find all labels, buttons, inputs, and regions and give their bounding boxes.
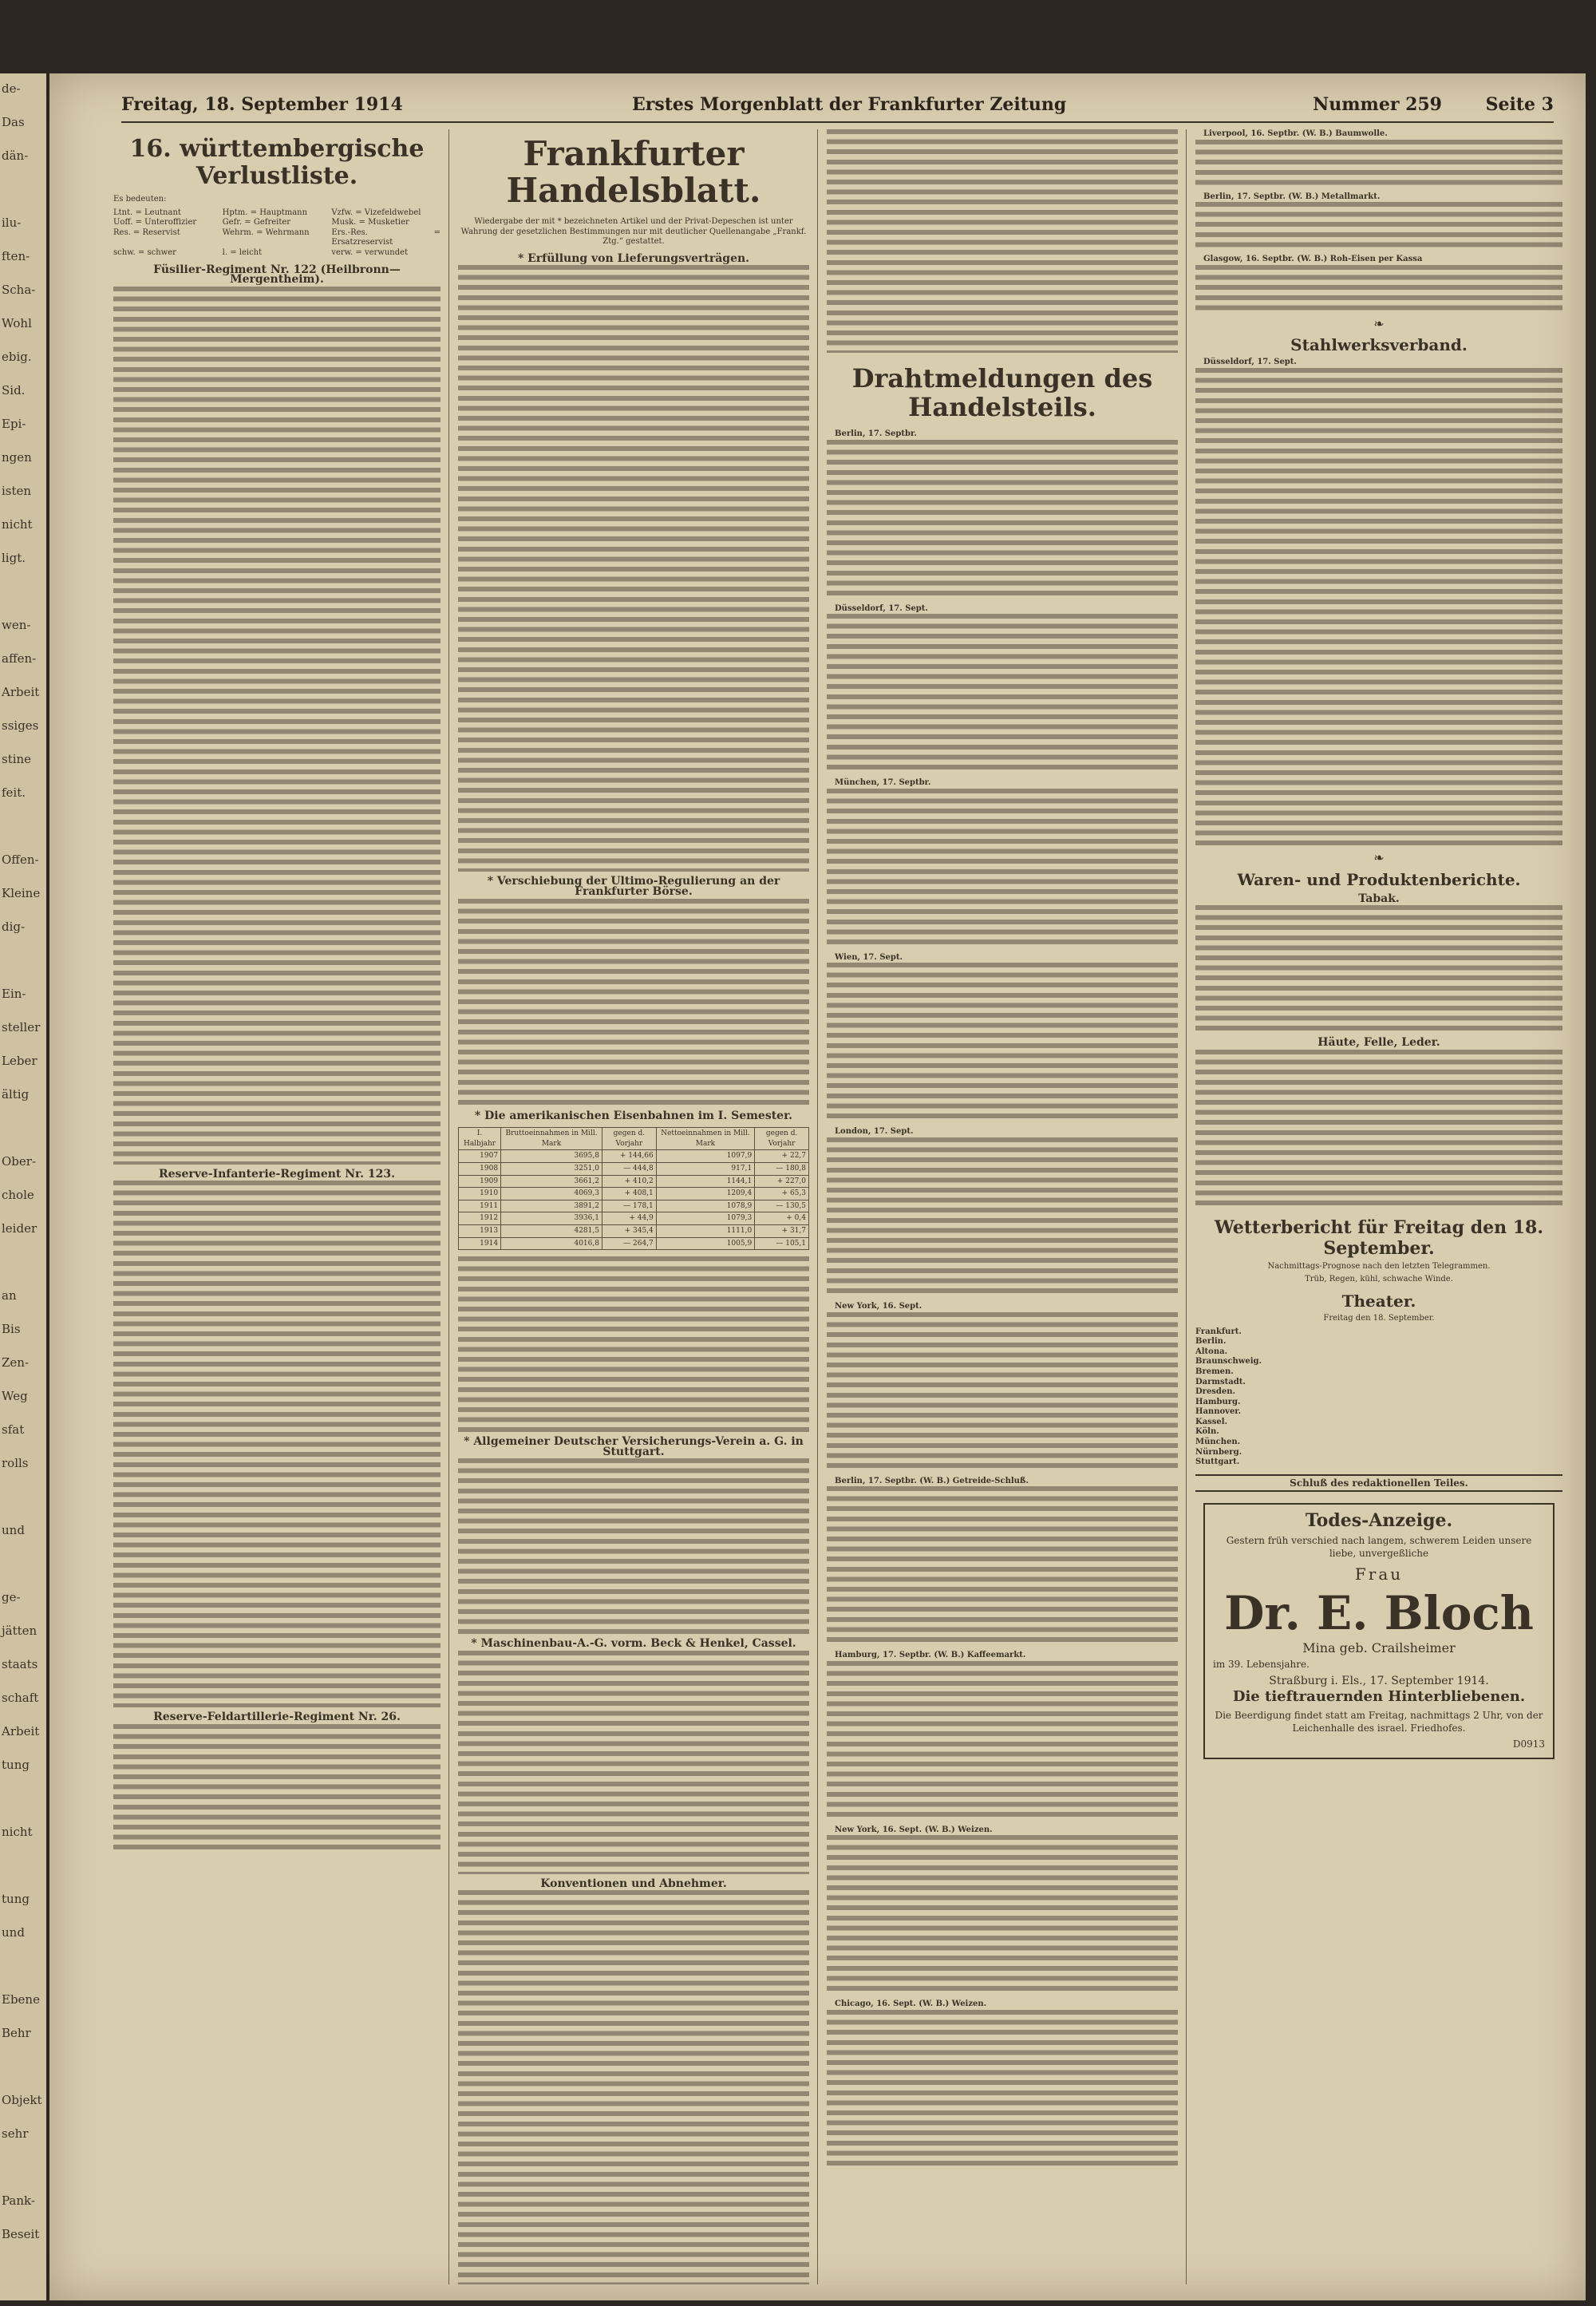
article-heading-e: * Maschinenbau-A.-G. vorm. Beck & Henkel, Cassel. xyxy=(471,1637,796,1651)
continued-text-top xyxy=(827,129,1178,353)
wire-text xyxy=(827,789,1178,948)
section-b-heading: Reserve-Infanterie-Regiment Nr. 123. xyxy=(159,1167,395,1181)
wire-dateline: Berlin, 17. Septbr. (W. B.) Getreide-Schluß. xyxy=(835,1476,1029,1485)
wire-text xyxy=(827,1486,1178,1646)
railway-earnings-table xyxy=(458,1127,809,1250)
strip-fragment: ligt. xyxy=(2,551,26,565)
wire-text xyxy=(827,440,1178,599)
article-heading-d: * Allgemeiner Deutscher Versicherungs-Verein a. G. in Stuttgart. xyxy=(464,1435,804,1458)
market-text xyxy=(1195,202,1562,250)
wire-report xyxy=(827,778,1178,948)
table-cell: + 22,7 xyxy=(755,1150,809,1163)
wire-report xyxy=(827,1127,1178,1297)
theater-entry: Hannover. xyxy=(1195,1407,1242,1417)
legend-entry: Vzfw. = Vizefeldwebel xyxy=(331,208,421,217)
strip-fragment: dän- xyxy=(2,148,29,163)
strip-fragment: Kleine xyxy=(2,886,41,900)
death-notice-maiden: Mina geb. Crailsheimer xyxy=(1302,1640,1456,1655)
table-cell: + 31,7 xyxy=(755,1224,809,1237)
legend-entry: Ers.-Res. = Ersatzreservist xyxy=(331,227,440,247)
theater-entry: Kassel. xyxy=(1195,1417,1228,1426)
table-cell: 1914 xyxy=(459,1237,501,1250)
weather-subheading: Nachmittags-Prognose nach den letzten Telegrammen. xyxy=(1267,1261,1491,1271)
table-row xyxy=(459,1162,809,1175)
strip-fragment: dig- xyxy=(2,920,26,934)
tabak-text xyxy=(1195,905,1562,1033)
wire-reports xyxy=(827,429,1178,2170)
market-text xyxy=(1195,140,1562,188)
casualty-text-b xyxy=(113,1181,440,1707)
legend-entry: Ltnt. = Leutnant xyxy=(113,208,181,217)
table-cell: 1209,4 xyxy=(656,1188,754,1200)
wire-report xyxy=(827,429,1178,599)
death-notice-title: Todes-Anzeige. xyxy=(1305,1510,1453,1532)
strip-fragment: ältig xyxy=(2,1087,30,1102)
death-notice-name: Dr. E. Bloch xyxy=(1224,1585,1534,1640)
theater-heading: Theater. xyxy=(1341,1291,1416,1311)
table-cell: 1913 xyxy=(459,1224,501,1237)
death-notice-place: Straßburg i. Els., 17. September 1914. xyxy=(1269,1674,1489,1687)
table-header-cell: Nettoeinnahmen in Mill. Mark xyxy=(656,1128,754,1150)
strip-fragment: rolls xyxy=(2,1456,29,1470)
strip-fragment: Wohl xyxy=(2,316,32,330)
article-text-c xyxy=(458,1256,809,1432)
wire-dateline: London, 17. Sept. xyxy=(835,1127,914,1137)
theater-entry: Hamburg. xyxy=(1195,1397,1241,1406)
stahl-text xyxy=(1195,368,1562,847)
death-notice-intro: Gestern früh verschied nach langem, schwerem Leiden unsere liebe, unvergeßliche xyxy=(1226,1535,1532,1560)
table-header-cell: gegen d. Vorjahr xyxy=(602,1128,656,1150)
strip-fragment: leider xyxy=(2,1221,38,1236)
legend-entry: verw. = verwundet xyxy=(331,247,409,257)
wire-dateline: New York, 16. Sept. (W. B.) Weizen. xyxy=(835,1825,993,1834)
theater-entry: Bremen. xyxy=(1195,1367,1234,1376)
theater-entry: Darmstadt. xyxy=(1195,1377,1246,1386)
wire-report xyxy=(827,953,1178,1123)
strip-fragment: stine xyxy=(2,752,32,766)
strip-fragment: Offen- xyxy=(2,852,39,867)
table-cell: 4281,5 xyxy=(501,1224,602,1237)
handelsblatt-notice: Wiedergabe der mit * bezeichneten Artikel und der Privat-Depeschen ist unter Wahrung der gesetzlichen Bestimmungen nur mit deutlicher Quellenangabe „Frankf. Ztg.“ gestattet. xyxy=(460,217,807,247)
article-heading-c: * Die amerikanischen Eisenbahnen im I. Semester. xyxy=(474,1109,793,1122)
wire-text xyxy=(827,963,1178,1122)
table-cell: — 105,1 xyxy=(755,1237,809,1250)
stahl-dateline: Düsseldorf, 17. Sept. xyxy=(1203,358,1297,367)
theater-entry: Frankfurt. xyxy=(1195,1327,1242,1336)
market-dateline: Glasgow, 16. Septbr. (W. B.) Roh-Eisen per Kassa xyxy=(1203,255,1423,264)
legend-grid xyxy=(113,208,440,259)
table-cell: + 0,4 xyxy=(755,1212,809,1225)
strip-fragment: Bis xyxy=(2,1322,21,1336)
table-cell: 3695,8 xyxy=(501,1150,602,1163)
column-rule xyxy=(1186,129,1187,2284)
table-cell: — 264,7 xyxy=(602,1237,656,1250)
strip-fragment: Epi- xyxy=(2,417,26,431)
strip-fragment: steller xyxy=(2,1020,41,1034)
running-head xyxy=(121,89,1554,123)
legend-entry: Musk. = Musketier xyxy=(331,218,409,227)
table-cell: + 408,1 xyxy=(602,1188,656,1200)
wire-reports-heading: Drahtmeldungen des Handelsteils. xyxy=(851,363,1153,422)
legend-entry: Wehrm. = Wehrmann xyxy=(222,227,310,237)
haeute-heading: Häute, Felle, Leder. xyxy=(1317,1036,1440,1050)
theater-entry: Stuttgart. xyxy=(1195,1458,1240,1467)
death-notice-age: im 39. Lebensjahre. xyxy=(1213,1659,1310,1671)
theater-entry: Berlin. xyxy=(1195,1337,1227,1347)
strip-fragment: ngen xyxy=(2,450,32,465)
strip-fragment: nicht xyxy=(2,517,33,532)
table-cell: 3661,2 xyxy=(501,1175,602,1188)
table-cell: 1111,0 xyxy=(656,1224,754,1237)
market-report xyxy=(1195,129,1562,188)
stahlwerksverband-heading: Stahlwerksverband. xyxy=(1290,335,1468,355)
strip-fragment: ften- xyxy=(2,249,30,263)
market-dateline: Berlin, 17. Septbr. (W. B.) Metallmarkt. xyxy=(1203,192,1381,201)
wire-text xyxy=(827,1835,1178,1995)
table-cell: 3891,2 xyxy=(501,1200,602,1212)
column-2 xyxy=(458,129,809,2284)
table-cell: + 44,9 xyxy=(602,1212,656,1225)
strip-fragment: chole xyxy=(2,1188,34,1202)
handelsblatt-title: Frankfurter Handelsblatt. xyxy=(506,134,761,210)
wire-dateline: Wien, 17. Sept. xyxy=(835,952,903,962)
table-cell: — 180,8 xyxy=(755,1162,809,1175)
table-cell: 1910 xyxy=(459,1188,501,1200)
column-4 xyxy=(1195,129,1562,2284)
table-cell: 4069,3 xyxy=(501,1188,602,1200)
theater-listings xyxy=(1195,1327,1562,1468)
table-cell: — 178,1 xyxy=(602,1200,656,1212)
table-cell: — 444,8 xyxy=(602,1162,656,1175)
wire-dateline: New York, 16. Sept. xyxy=(835,1301,922,1311)
head-page: Seite 3 xyxy=(1485,94,1554,115)
market-dateline: Liverpool, 16. Septbr. (W. B.) Baumwolle. xyxy=(1203,129,1388,138)
article-text-b xyxy=(458,899,809,1106)
table-cell: 1005,9 xyxy=(656,1237,754,1250)
market-report xyxy=(1195,192,1562,251)
strip-fragment: Leber xyxy=(2,1054,38,1068)
section-a-heading: Füsilier-Regiment Nr. 122 (Heilbronn—Mergentheim). xyxy=(153,263,401,287)
weather-forecast: Trüb, Regen, kühl, schwache Winde. xyxy=(1305,1275,1453,1284)
head-date: Freitag, 18. September 1914 xyxy=(121,94,403,115)
strip-fragment: tung xyxy=(2,1892,30,1906)
casualty-text-a xyxy=(113,287,440,1165)
casualty-text-c xyxy=(113,1724,440,1852)
market-text xyxy=(1195,265,1562,313)
legend-intro: Es bedeuten: xyxy=(113,195,167,204)
table-cell: 1097,9 xyxy=(656,1150,754,1163)
wire-report xyxy=(827,1302,1178,1472)
strip-fragment: feit. xyxy=(2,785,26,800)
wire-text xyxy=(827,2010,1178,2170)
strip-fragment: Pank- xyxy=(2,2193,35,2208)
strip-fragment: Arbeit xyxy=(2,1724,40,1738)
table-cell: — 130,5 xyxy=(755,1200,809,1212)
wire-report xyxy=(827,604,1178,774)
table-row xyxy=(459,1237,809,1250)
wire-report xyxy=(827,1651,1178,1821)
article-text-d xyxy=(458,1458,809,1634)
strip-fragment: isten xyxy=(2,484,32,498)
strip-fragment: Zen- xyxy=(2,1355,30,1370)
table-cell: 917,1 xyxy=(656,1162,754,1175)
strip-fragment: de- xyxy=(2,81,21,96)
table-row xyxy=(459,1150,809,1163)
article-text-f xyxy=(458,1890,809,2284)
strip-fragment: jätten xyxy=(2,1624,38,1638)
column-rule xyxy=(448,129,449,2284)
article-text-e xyxy=(458,1651,809,1874)
wire-text xyxy=(827,1312,1178,1472)
death-notice xyxy=(1203,1503,1555,1758)
casualty-list-title: 16. württembergische Verlustliste. xyxy=(129,135,425,190)
table-header-cell: gegen d. Vorjahr xyxy=(755,1128,809,1150)
wire-report xyxy=(827,1825,1178,1996)
wire-report xyxy=(827,1999,1178,2170)
theater-entry: Altona. xyxy=(1195,1347,1228,1356)
strip-fragment: ilu- xyxy=(2,216,22,230)
wire-dateline: Hamburg, 17. Septbr. (W. B.) Kaffeemarkt. xyxy=(835,1651,1026,1660)
head-number: Nummer 259 xyxy=(1313,94,1442,115)
wire-text xyxy=(827,1137,1178,1297)
table-cell: + 65,3 xyxy=(755,1188,809,1200)
strip-fragment: sehr xyxy=(2,2126,29,2141)
column-3 xyxy=(827,129,1178,2284)
table-cell: + 227,0 xyxy=(755,1175,809,1188)
table-cell: 3936,1 xyxy=(501,1212,602,1225)
haeute-text xyxy=(1195,1050,1562,1209)
strip-fragment: Sid. xyxy=(2,383,26,398)
table-cell: + 345,4 xyxy=(602,1224,656,1237)
ornament: ❧ xyxy=(1373,315,1385,331)
legend-entry: Res. = Reservist xyxy=(113,227,180,237)
column-rule xyxy=(817,129,818,2284)
legend-entry: Hptm. = Hauptmann xyxy=(222,208,308,217)
strip-fragment: an xyxy=(2,1288,17,1303)
weather-heading: Wetterbericht für Freitag den 18. September. xyxy=(1214,1216,1544,1259)
strip-fragment: Objekt xyxy=(2,2093,42,2107)
wire-dateline: Düsseldorf, 17. Sept. xyxy=(835,603,928,613)
strip-fragment: Ober- xyxy=(2,1154,37,1169)
table-cell: 1078,9 xyxy=(656,1200,754,1212)
wire-dateline: Chicago, 16. Sept. (W. B.) Weizen. xyxy=(835,1999,987,2009)
wire-dateline: München, 17. Septbr. xyxy=(835,778,931,788)
table-cell: 1079,3 xyxy=(656,1212,754,1225)
theater-entry: Nürnberg. xyxy=(1195,1447,1242,1457)
strip-fragment: ssiges xyxy=(2,718,39,733)
death-notice-signers: Die tieftrauernden Hinterbliebenen. xyxy=(1232,1688,1526,1706)
adjacent-page-strip xyxy=(0,73,46,2300)
strip-fragment: staats xyxy=(2,1657,38,1671)
strip-fragment: Ebene xyxy=(2,1992,40,2007)
section-c-heading: Reserve-Feldartillerie-Regiment Nr. 26. xyxy=(153,1711,401,1724)
death-notice-frau: Frau xyxy=(1354,1564,1404,1584)
table-cell: 4016,8 xyxy=(501,1237,602,1250)
table-row xyxy=(459,1200,809,1212)
table-row xyxy=(459,1224,809,1237)
wire-text xyxy=(827,614,1178,773)
article-heading-b: * Verschiebung der Ultimo-Regulierung an der Frankfurter Börse. xyxy=(487,875,780,898)
strip-fragment: Arbeit xyxy=(2,685,40,699)
table-cell: 3251,0 xyxy=(501,1162,602,1175)
market-reports xyxy=(1195,129,1562,313)
strip-fragment: Scha- xyxy=(2,283,36,297)
table-cell: 1912 xyxy=(459,1212,501,1225)
tabak-heading: Tabak. xyxy=(1358,892,1400,905)
strip-fragment: wen- xyxy=(2,618,31,632)
table-cell: 1911 xyxy=(459,1200,501,1212)
legend-entry: Uoff. = Unteroffizier xyxy=(113,218,197,227)
death-notice-code: D0913 xyxy=(1512,1738,1545,1750)
strip-fragment: Das xyxy=(2,115,25,129)
legend-entry: l. = leicht xyxy=(222,247,263,257)
theater-entry: München. xyxy=(1195,1438,1241,1447)
table-cell: 1907 xyxy=(459,1150,501,1163)
column-1 xyxy=(113,129,440,2284)
strip-fragment: affen- xyxy=(2,651,37,666)
theater-entry: Dresden. xyxy=(1195,1387,1236,1397)
strip-fragment: Behr xyxy=(2,2026,31,2040)
table-cell: 1909 xyxy=(459,1175,501,1188)
strip-fragment: Weg xyxy=(2,1389,28,1403)
table-header-cell: Bruttoeinnahmen in Mill. Mark xyxy=(501,1128,602,1150)
strip-fragment: Ein- xyxy=(2,987,26,1001)
strip-fragment: sfat xyxy=(2,1422,25,1437)
death-notice-funeral: Die Beerdigung findet statt am Freitag, nachmittags 2 Uhr, von der Leichenhalle des israel. Friedhofes. xyxy=(1215,1710,1543,1734)
strip-fragment: tung xyxy=(2,1758,30,1772)
article-heading-a: * Erfüllung von Lieferungsverträgen. xyxy=(517,251,750,265)
table-header-cell: I. Halbjahr xyxy=(459,1128,501,1150)
wire-dateline: Berlin, 17. Septbr. xyxy=(835,429,917,438)
strip-fragment: und xyxy=(2,1523,25,1537)
waren-heading: Waren- und Produktenberichte. xyxy=(1237,869,1521,889)
table-cell: + 144,66 xyxy=(602,1150,656,1163)
table-row xyxy=(459,1212,809,1225)
wire-text xyxy=(827,1661,1178,1821)
newspaper-page xyxy=(49,73,1586,2300)
table-cell: 1144,1 xyxy=(656,1175,754,1188)
legend-entry: Gefr. = Gefreiter xyxy=(222,218,291,227)
table-cell: 1908 xyxy=(459,1162,501,1175)
strip-fragment: ge- xyxy=(2,1590,21,1604)
table-cell: + 410,2 xyxy=(602,1175,656,1188)
market-report xyxy=(1195,255,1562,313)
article-text-a xyxy=(458,265,809,872)
table-row xyxy=(459,1188,809,1200)
ornament: ❧ xyxy=(1373,849,1385,865)
editorial-end-line: Schluß des redaktionellen Teiles. xyxy=(1195,1474,1562,1493)
strip-fragment: nicht xyxy=(2,1825,33,1839)
theater-date: Freitag den 18. September. xyxy=(1323,1313,1435,1323)
theater-entry: Köln. xyxy=(1195,1427,1219,1437)
strip-fragment: schaft xyxy=(2,1691,39,1705)
legend-entry: schw. = schwer xyxy=(113,247,176,257)
article-heading-f: Konventionen und Abnehmer. xyxy=(540,1877,727,1890)
table-row xyxy=(459,1175,809,1188)
strip-fragment: ebig. xyxy=(2,350,32,364)
strip-fragment: und xyxy=(2,1925,25,1940)
head-paper: Erstes Morgenblatt der Frankfurter Zeitung xyxy=(632,94,1067,115)
theater-entry: Braunschweig. xyxy=(1195,1357,1262,1367)
wire-report xyxy=(827,1477,1178,1647)
strip-fragment: Beseit xyxy=(2,2227,40,2241)
